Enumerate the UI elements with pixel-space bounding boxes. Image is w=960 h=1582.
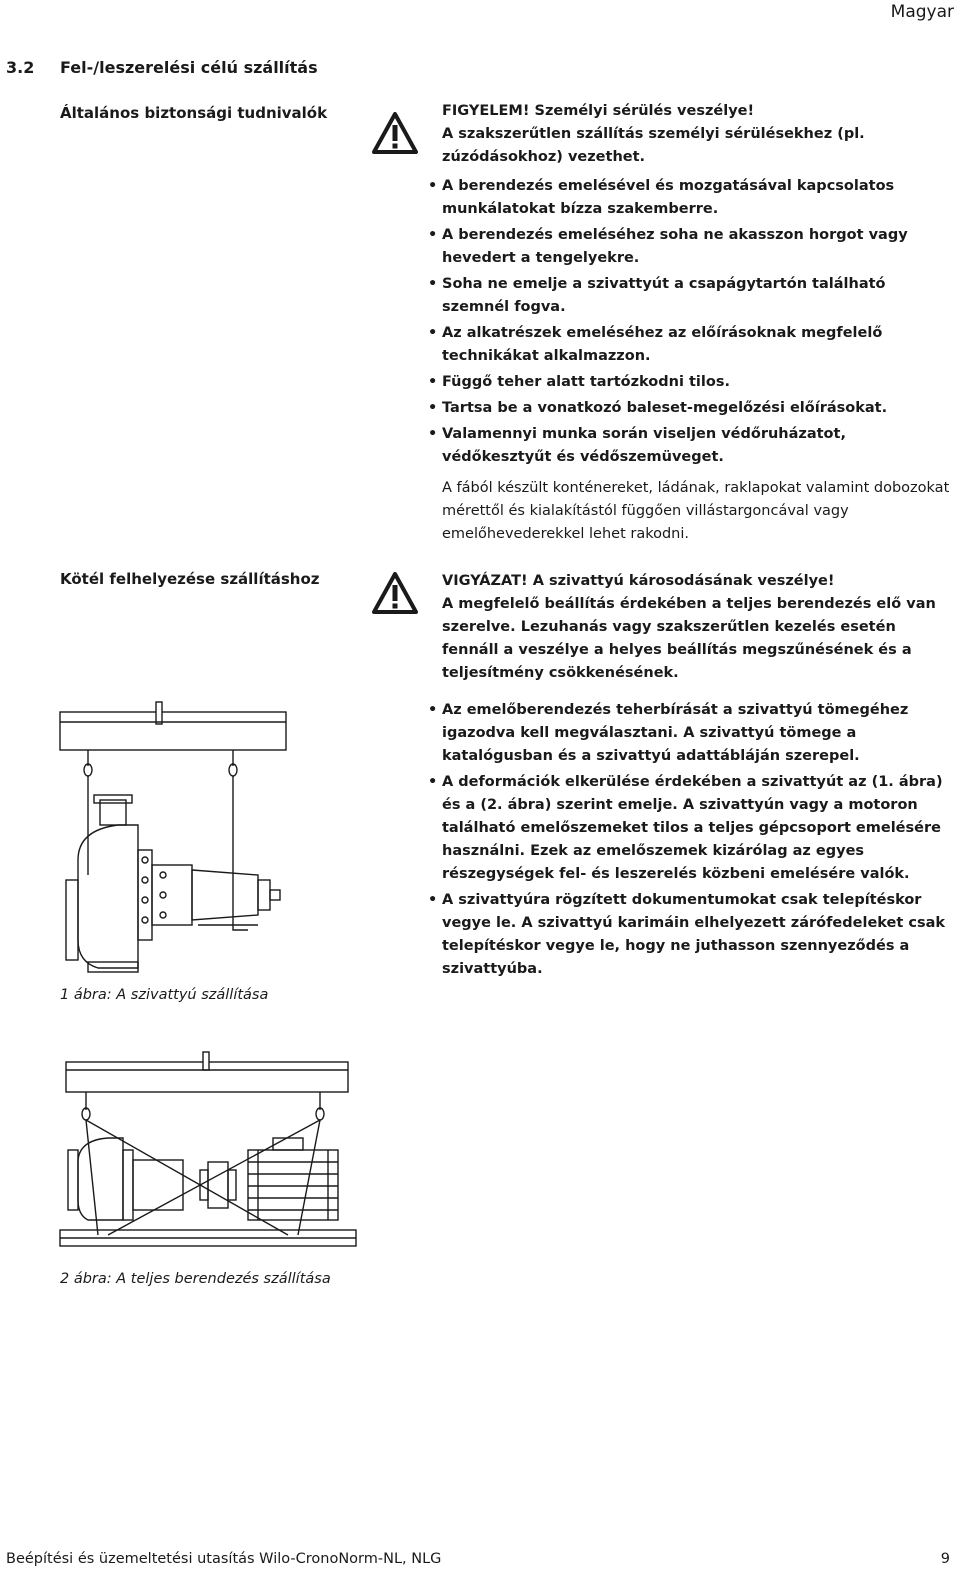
list-item: • A deformációk elkerülése érdekében a szivattyút az (1. ábra) és a (2. ábra) szerint emelje. A szivattyún vagy a motoron található emelőszemeket tilos a teljes gépcsoport emelésére használni. Ezek az emelőszemek kizárólag az egyes részegységek fel- és leszerelés közbeni emelésére valók. <box>442 771 954 886</box>
rope-content <box>442 570 954 989</box>
warning-title: FIGYELEM! Személyi sérülés veszélye! <box>442 103 755 119</box>
page-number: 9 <box>940 1551 950 1567</box>
footer-doc-title: Beépítési és üzemeltetési utasítás Wilo-CronoNorm-NL, NLG <box>6 1551 442 1567</box>
safety-content <box>442 100 954 552</box>
figure-1-pump-drawing <box>58 700 288 982</box>
list-item: • A berendezés emelésével és mozgatásával kapcsolatos munkálatokat bízza szakemberre. <box>442 175 954 221</box>
section-title <box>6 58 318 77</box>
list-item: • Soha ne emelje a szivattyút a csapágytartón található szemnél fogva. <box>442 273 954 319</box>
section-title-text: Fel-/leszerelési célú szállítás <box>60 58 318 77</box>
rope-heading: Kötél felhelyezése szállításhoz <box>60 570 320 588</box>
language-label: Magyar <box>890 2 954 22</box>
figure-2-unit-drawing <box>58 1050 358 1255</box>
warning-triangle-icon <box>372 572 418 614</box>
handling-paragraph: A fából készült konténereket, ládának, raklapokat valamint dobozokat mérettől és kialakítástól függően villástargoncával vagy emelőhevederekkel lehet rakodni. <box>442 480 950 542</box>
section-number: 3.2 <box>6 58 35 77</box>
figure-2-caption: 2 ábra: A teljes berendezés szállítása <box>60 1271 331 1287</box>
list-item: • A berendezés emeléséhez soha ne akasszon horgot vagy hevedert a tengelyekre. <box>442 224 954 270</box>
safety-heading: Általános biztonsági tudnivalók <box>60 104 328 122</box>
warning-triangle-icon <box>372 112 418 154</box>
figure-1-caption: 1 ábra: A szivattyú szállítása <box>60 987 269 1003</box>
list-item: • Az emelőberendezés teherbírását a szivattyú tömegéhez igazodva kell megválasztani. A szivattyú tömege a katalógusban és a szivattyú adattábláján szerepel. <box>442 699 954 768</box>
rope-bullet-list <box>442 699 954 981</box>
list-item: • A szivattyúra rögzített dokumentumokat csak telepítéskor vegye le. A szivattyú karimáin elhelyezett zárófedeleket csak telepítéskor vegye le, hogy ne juthasson szennyeződés a szivattyúba. <box>442 889 954 981</box>
list-item: • Függő teher alatt tartózkodni tilos. <box>442 371 954 394</box>
list-item: • Az alkatrészek emeléséhez az előírásoknak megfelelő technikákat alkalmazzon. <box>442 322 954 368</box>
list-item: • Valamennyi munka során viseljen védőruházatot, védőkesztyűt és védőszemüveget. <box>442 423 954 469</box>
list-item: • Tartsa be a vonatkozó baleset-megelőzési előírásokat. <box>442 397 954 420</box>
caution-text: A megfelelő beállítás érdekében a teljes berendezés elő van szerelve. Lezuhanás vagy szakszerűtlen kezelés esetén fennáll a veszélye a helyes beállítás megszűnésének és a teljesítmény csökkenésének. <box>442 596 936 681</box>
warning-text: A szakszerűtlen szállítás személyi sérülésekhez (pl. zúzódásokhoz) vezethet. <box>442 126 865 165</box>
safety-bullet-list <box>442 175 954 469</box>
caution-title: VIGYÁZAT! A szivattyú károsodásának veszélye! <box>442 573 835 589</box>
